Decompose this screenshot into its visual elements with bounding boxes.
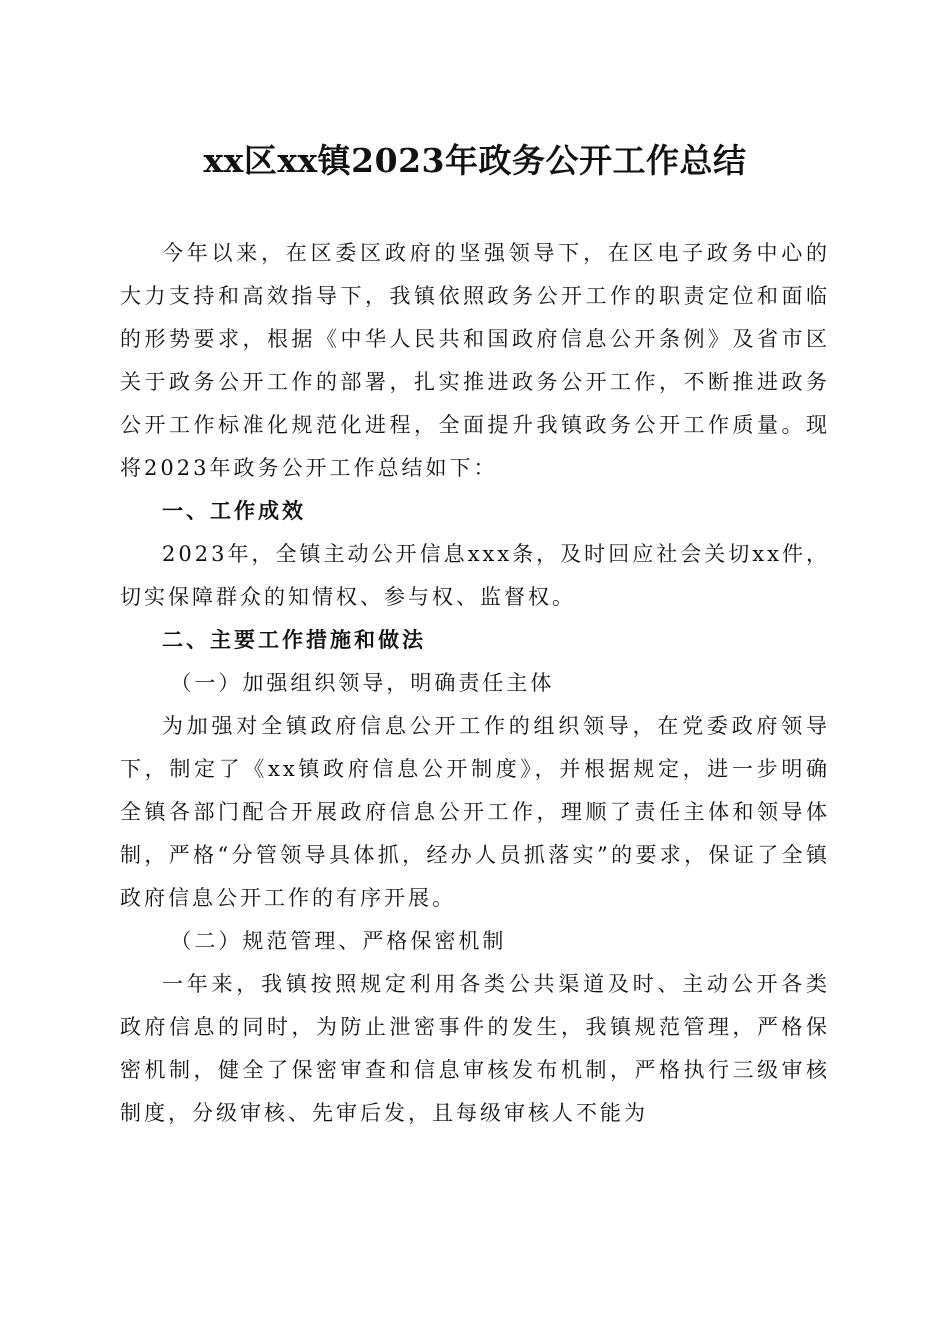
subsection-heading-confidentiality: （二）规范管理、严格保密机制 bbox=[170, 929, 507, 953]
section-heading-results: 一、工作成效 bbox=[162, 499, 306, 523]
document-body bbox=[120, 232, 830, 1135]
confidentiality-paragraph: 一年来，我镇按照规定利用各类公共渠道及时、主动公开各类政府信息的同时，为防止泄密事件的发生，我镇规范管理，严格保密机制，健全了保密审查和信息审核发布机制，严格执行三级审核制度，分级审核、先审后发，且每级审核人不能为 bbox=[120, 972, 830, 1125]
intro-paragraph: 今年以来，在区委区政府的坚强领导下，在区电子政务中心的大力支持和高效指导下，我镇依照政务公开工作的职责定位和面临的形势要求，根据《中华人民共和国政府信息公开条例》及省市区关于政务公开工作的部署，扎实推进政务公开工作，不断推进政务公开工作标准化规范化进程，全面提升我镇政务公开工作质量。现将2023年政务公开工作总结如下： bbox=[120, 241, 830, 480]
results-paragraph: 2023年，全镇主动公开信息xxx条，及时回应社会关切xx件，切实保障群众的知情权、参与权、监督权。 bbox=[120, 542, 830, 609]
page-title: xx区xx镇2023年政务公开工作总结 bbox=[203, 141, 747, 180]
leadership-paragraph: 为加强对全镇政府信息公开工作的组织领导，在党委政府领导下，制定了《xx镇政府信息公开制度》，并根据规定，进一步明确全镇各部门配合开展政府信息公开工作，理顺了责任主体和领导体制，严格“分管领导具体抓，经办人员抓落实”的要求，保证了全镇政府信息公开工作的有序开展。 bbox=[120, 714, 830, 910]
section-heading-measures: 二、主要工作措施和做法 bbox=[162, 628, 426, 652]
subsection-heading-leadership: （一）加强组织领导，明确责任主体 bbox=[170, 671, 555, 695]
